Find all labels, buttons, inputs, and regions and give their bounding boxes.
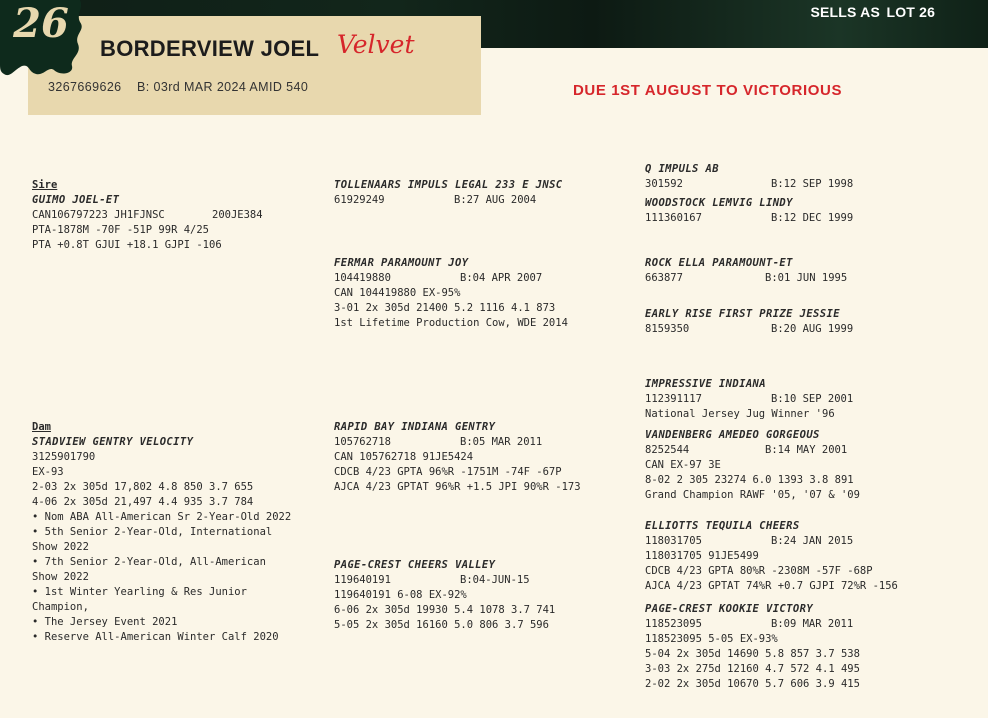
dam-dam-block bbox=[334, 558, 555, 633]
dsd-born: B:14 MAY 2001 bbox=[765, 444, 848, 456]
ssd-name: WOODSTOCK LEMVIG LINDY bbox=[645, 197, 793, 209]
sire-name: GUIMO JOEL-ET bbox=[32, 194, 120, 206]
dds-block bbox=[645, 519, 898, 594]
lot-badge-number: 26 bbox=[13, 0, 69, 47]
dam-sire-line: AJCA 4/23 GPTAT 96%R +1.5 JPI 90%R -173 bbox=[334, 481, 581, 493]
sdd-name: EARLY RISE FIRST PRIZE JESSIE bbox=[645, 308, 840, 320]
sire-sire-id-row bbox=[334, 193, 563, 208]
ddd-line: 3-03 2x 275d 12160 4.7 572 4.1 495 bbox=[645, 663, 860, 675]
ddd-line: 118523095 5-05 EX-93% bbox=[645, 633, 778, 645]
dds-line: AJCA 4/23 GPTAT 74%R +0.7 GJPI 72%R -156 bbox=[645, 580, 898, 592]
sells-as-text: SELLS AS bbox=[810, 4, 880, 20]
dam-line: • 1st Winter Yearling & Res Junior bbox=[32, 586, 247, 598]
ddd-line: 2-02 2x 305d 10670 5.7 606 3.9 415 bbox=[645, 678, 860, 690]
sds-id: 663877 bbox=[645, 272, 683, 284]
dam-line: • The Jersey Event 2021 bbox=[32, 616, 178, 628]
sdd-id: 8159350 bbox=[645, 323, 690, 335]
sire-reg: CAN106797223 JH1FJNSC bbox=[32, 209, 165, 221]
ssd-id-row bbox=[645, 211, 854, 226]
dam-dam-id-row bbox=[334, 573, 555, 588]
ddd-line: 5-04 2x 305d 14690 5.8 857 3.7 538 bbox=[645, 648, 860, 660]
dds-name: ELLIOTTS TEQUILA CHEERS bbox=[645, 520, 800, 532]
sire-sire-block bbox=[334, 178, 563, 208]
dam-dam-line: 6-06 2x 305d 19930 5.4 1078 3.7 741 bbox=[334, 604, 556, 616]
sire-sire-id: 61929249 bbox=[334, 194, 385, 206]
sire-dam-born: B:04 APR 2007 bbox=[460, 272, 543, 284]
dss-line: National Jersey Jug Winner '96 bbox=[645, 408, 835, 420]
sss-born: B:12 SEP 1998 bbox=[771, 178, 854, 190]
sire-dam-id-row bbox=[334, 271, 568, 286]
dam-dam-name: PAGE-CREST CHEERS VALLEY bbox=[334, 559, 496, 571]
dam-dam-born: B:04-JUN-15 bbox=[460, 574, 530, 586]
sss-id-row bbox=[645, 177, 854, 192]
dds-id: 118031705 bbox=[645, 535, 702, 547]
dam-dam-line: 5-05 2x 305d 16160 5.0 806 3.7 596 bbox=[334, 619, 549, 631]
ddd-id: 118523095 bbox=[645, 618, 702, 630]
ssd-id: 111360167 bbox=[645, 212, 702, 224]
dam-sire-name: RAPID BAY INDIANA GENTRY bbox=[334, 421, 496, 433]
dds-born: B:24 JAN 2015 bbox=[771, 535, 854, 547]
dam-sire-line: CAN 105762718 91JE5424 bbox=[334, 451, 474, 463]
sire-reg-row bbox=[32, 208, 263, 223]
dss-id: 112391117 bbox=[645, 393, 702, 405]
ddd-name: PAGE-CREST KOOKIE VICTORY bbox=[645, 603, 814, 615]
dam-line: 2-03 2x 305d 17,802 4.8 850 3.7 655 bbox=[32, 481, 254, 493]
dsd-line: 8-02 2 305 23274 6.0 1393 3.8 891 bbox=[645, 474, 854, 486]
registration-birth-line: 3267669626 B: 03rd MAR 2024 AMID 540 bbox=[48, 80, 309, 94]
dss-born: B:10 SEP 2001 bbox=[771, 393, 854, 405]
sds-born: B:01 JUN 1995 bbox=[765, 272, 848, 284]
sire-reg2: 200JE384 bbox=[212, 209, 263, 221]
dsd-name: VANDENBERG AMEDEO GORGEOUS bbox=[645, 429, 820, 441]
sds-block bbox=[645, 256, 848, 286]
sire-dam-line: 3-01 2x 305d 21400 5.2 1116 4.1 873 bbox=[334, 302, 556, 314]
dam-line: • 7th Senior 2-Year-Old, All-American bbox=[32, 556, 266, 568]
sdd-block bbox=[645, 307, 854, 337]
sire-dam-block bbox=[334, 256, 568, 331]
lot-number: LOT 26 bbox=[886, 4, 936, 20]
dss-name: IMPRESSIVE INDIANA bbox=[645, 378, 766, 390]
sss-id: 301592 bbox=[645, 178, 683, 190]
dam-line: Champion, bbox=[32, 601, 89, 613]
due-notice: DUE 1ST AUGUST TO VICTORIOUS bbox=[573, 82, 843, 99]
dam-dam-id: 119640191 bbox=[334, 574, 391, 586]
sds-name: ROCK ELLA PARAMOUNT-ET bbox=[645, 257, 793, 269]
sire-dam-id: 104419880 bbox=[334, 272, 391, 284]
dss-block bbox=[645, 377, 854, 422]
sss-block bbox=[645, 162, 854, 192]
dam-block bbox=[32, 420, 291, 645]
ddd-block bbox=[645, 602, 860, 692]
ddd-id-row bbox=[645, 617, 860, 632]
ddd-born: B:09 MAR 2011 bbox=[771, 618, 854, 630]
dam-line: • Nom ABA All-American Sr 2-Year-Old 2022 bbox=[32, 511, 292, 523]
sells-as-label bbox=[810, 4, 936, 20]
sire-sire-born: B:27 AUG 2004 bbox=[454, 194, 537, 206]
dam-sire-block bbox=[334, 420, 581, 495]
sire-dam-line: CAN 104419880 EX-95% bbox=[334, 287, 461, 299]
sdd-id-row bbox=[645, 322, 854, 337]
dam-sire-id-row bbox=[334, 435, 581, 450]
dam-name: STADVIEW GENTRY VELOCITY bbox=[32, 436, 194, 448]
sdd-born: B:20 AUG 1999 bbox=[771, 323, 854, 335]
dds-line: CDCB 4/23 GPTA 80%R -2308M -57F -68P bbox=[645, 565, 873, 577]
animal-name: BORDERVIEW JOEL bbox=[100, 36, 320, 61]
dsd-line: Grand Champion RAWF '05, '07 & '09 bbox=[645, 489, 860, 501]
sire-block bbox=[32, 178, 263, 253]
dam-line: EX-93 bbox=[32, 466, 64, 478]
animal-name-script: Velvet bbox=[337, 30, 415, 59]
dss-id-row bbox=[645, 392, 854, 407]
sds-id-row bbox=[645, 271, 848, 286]
dsd-line: CAN EX-97 3E bbox=[645, 459, 721, 471]
ssd-block bbox=[645, 196, 854, 226]
dam-line: 4-06 2x 305d 21,497 4.4 935 3.7 784 bbox=[32, 496, 254, 508]
dam-sire-line: CDCB 4/23 GPTA 96%R -1751M -74F -67P bbox=[334, 466, 562, 478]
dds-id-row bbox=[645, 534, 898, 549]
dam-sire-id: 105762718 bbox=[334, 436, 391, 448]
ssd-born: B:12 DEC 1999 bbox=[771, 212, 854, 224]
dam-heading: Dam bbox=[32, 421, 51, 433]
dam-sire-born: B:05 MAR 2011 bbox=[460, 436, 543, 448]
dam-line: Show 2022 bbox=[32, 541, 89, 553]
dam-line: Show 2022 bbox=[32, 571, 89, 583]
sire-line: PTA-1878M -70F -51P 99R 4/25 bbox=[32, 224, 210, 236]
dam-line: 3125901790 bbox=[32, 451, 96, 463]
sire-dam-line: 1st Lifetime Production Cow, WDE 2014 bbox=[334, 317, 568, 329]
dds-line: 118031705 91JE5499 bbox=[645, 550, 759, 562]
dsd-id: 8252544 bbox=[645, 444, 690, 456]
sire-sire-name: TOLLENAARS IMPULS LEGAL 233 E JNSC bbox=[334, 179, 563, 191]
sire-dam-name: FERMAR PARAMOUNT JOY bbox=[334, 257, 469, 269]
sss-name: Q IMPULS AB bbox=[645, 163, 719, 175]
dsd-id-row bbox=[645, 443, 860, 458]
dam-line: • Reserve All-American Winter Calf 2020 bbox=[32, 631, 279, 643]
dsd-block bbox=[645, 428, 860, 503]
sire-heading: Sire bbox=[32, 179, 58, 191]
dam-dam-line: 119640191 6-08 EX-92% bbox=[334, 589, 467, 601]
sire-line: PTA +0.8T GJUI +18.1 GJPI -106 bbox=[32, 239, 222, 251]
dam-line: • 5th Senior 2-Year-Old, International bbox=[32, 526, 273, 538]
